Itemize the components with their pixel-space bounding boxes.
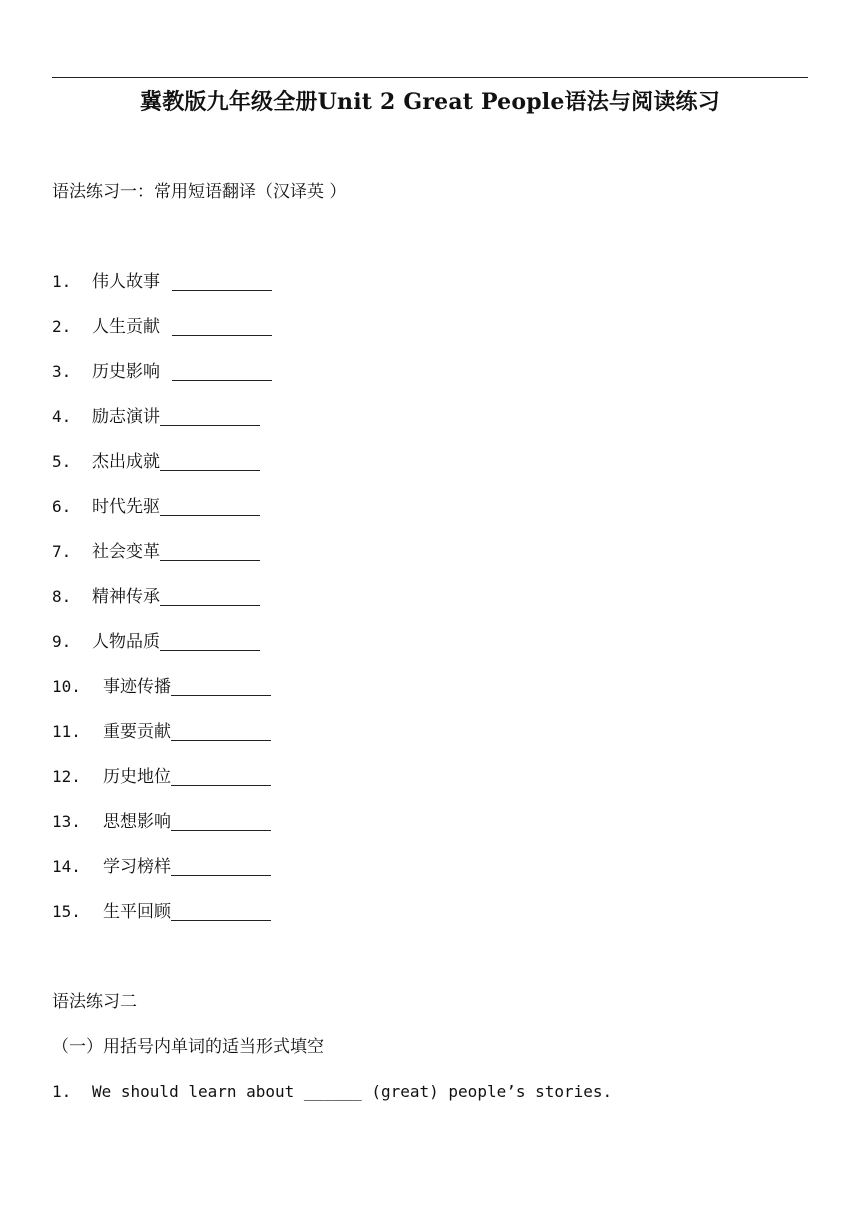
header-rule — [52, 77, 808, 78]
phrase-item — [52, 270, 552, 315]
phrase-text: 精神传承 — [92, 587, 160, 607]
phrase-text: 历史地位 — [103, 767, 171, 787]
answer-blank[interactable] — [171, 810, 271, 831]
phrase-text: 重要贡献 — [103, 722, 171, 742]
phrase-item — [52, 810, 552, 855]
item-number: 2. — [52, 317, 72, 336]
phrase-text: 人生贡献 — [92, 317, 160, 337]
answer-blank[interactable] — [171, 675, 271, 696]
phrase-text: 历史影响 — [92, 362, 160, 382]
item-number: 15. — [52, 902, 81, 921]
exercise-sentence: We should learn about ______ (great) people’s stories. — [92, 1082, 613, 1101]
phrase-list — [52, 270, 552, 945]
phrase-item — [52, 585, 552, 630]
phrase-item — [52, 855, 552, 900]
answer-blank[interactable] — [172, 360, 272, 381]
phrase-item — [52, 900, 552, 945]
phrase-item — [52, 540, 552, 585]
phrase-text: 杰出成就 — [92, 452, 160, 472]
answer-blank[interactable] — [172, 315, 272, 336]
answer-blank[interactable] — [160, 540, 260, 561]
section-one-heading: 语法练习一：常用短语翻译（汉译英 ） — [52, 182, 347, 202]
answer-blank[interactable] — [171, 900, 271, 921]
answer-blank[interactable] — [171, 720, 271, 741]
answer-blank[interactable] — [172, 270, 272, 291]
item-number: 7. — [52, 542, 72, 561]
phrase-item — [52, 765, 552, 810]
answer-blank[interactable] — [171, 765, 271, 786]
phrase-item — [52, 630, 552, 675]
item-number: 14. — [52, 857, 81, 876]
item-number: 11. — [52, 722, 81, 741]
answer-blank[interactable] — [160, 630, 260, 651]
phrase-item — [52, 450, 552, 495]
phrase-text: 事迹传播 — [103, 677, 171, 697]
phrase-item — [52, 405, 552, 450]
item-number: 8. — [52, 587, 72, 606]
section-two-subheading: （一）用括号内单词的适当形式填空 — [52, 1037, 324, 1057]
phrase-text: 时代先驱 — [92, 497, 160, 517]
answer-blank[interactable] — [160, 405, 260, 426]
phrase-item — [52, 495, 552, 540]
phrase-text: 人物品质 — [92, 632, 160, 652]
phrase-text: 社会变革 — [92, 542, 160, 562]
phrase-text: 伟人故事 — [92, 272, 160, 292]
item-number: 9. — [52, 632, 72, 651]
answer-blank[interactable] — [160, 495, 260, 516]
fill-blank-exercise — [52, 1080, 612, 1104]
item-number: 5. — [52, 452, 72, 471]
phrase-text: 励志演讲 — [92, 407, 160, 427]
exercise-number: 1. — [52, 1082, 72, 1101]
answer-blank[interactable] — [160, 450, 260, 471]
phrase-item — [52, 720, 552, 765]
item-number: 10. — [52, 677, 81, 696]
phrase-item — [52, 360, 552, 405]
item-number: 3. — [52, 362, 72, 381]
phrase-text: 思想影响 — [103, 812, 171, 832]
phrase-text: 学习榜样 — [103, 857, 171, 877]
phrase-text: 生平回顾 — [103, 902, 171, 922]
phrase-item — [52, 315, 552, 360]
item-number: 13. — [52, 812, 81, 831]
answer-blank[interactable] — [171, 855, 271, 876]
item-number: 12. — [52, 767, 81, 786]
section-two-heading: 语法练习二 — [52, 992, 137, 1012]
item-number: 6. — [52, 497, 72, 516]
document-title: 冀教版九年级全册Unit 2 Great People语法与阅读练习 — [140, 89, 720, 115]
item-number: 1. — [52, 272, 72, 291]
phrase-item — [52, 675, 552, 720]
answer-blank[interactable] — [160, 585, 260, 606]
item-number: 4. — [52, 407, 72, 426]
